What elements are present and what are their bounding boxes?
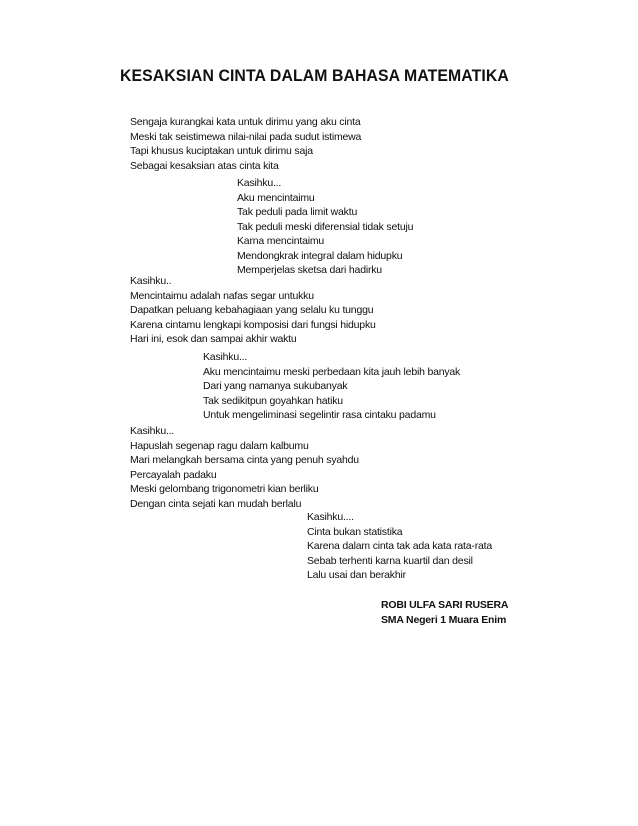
stanza-1 bbox=[130, 115, 361, 173]
poem-line: Kasihku... bbox=[130, 425, 175, 437]
poem-line: Tak peduli pada limit waktu bbox=[237, 206, 358, 218]
stanza-2 bbox=[237, 176, 413, 278]
poem-line: Memperjelas sketsa dari hadirku bbox=[237, 264, 382, 276]
author-school: SMA Negeri 1 Muara Enim bbox=[381, 614, 507, 626]
poem-line: Dengan cinta sejati kan mudah berlalu bbox=[130, 497, 302, 510]
poem-line: Tak peduli meski diferensial tidak setuju bbox=[237, 220, 414, 233]
poem-line: Kasihku.... bbox=[307, 511, 354, 523]
author-name: ROBI ULFA SARI RUSERA bbox=[381, 599, 509, 611]
poem-line: Tapi khusus kuciptakan untuk dirimu saja bbox=[130, 145, 313, 157]
stanza-5 bbox=[130, 424, 359, 511]
poem-line: Karena cintamu lengkapi komposisi dari fungsi hidupku bbox=[130, 318, 376, 331]
poem-line: Hapuslah segenap ragu dalam kalbumu bbox=[130, 439, 309, 452]
poem-line: Meski tak seistimewa nilai-nilai pada sudut istimewa bbox=[130, 130, 362, 143]
poem-line: Karena dalam cinta tak ada kata rata-rata bbox=[307, 540, 492, 552]
stanza-4 bbox=[203, 350, 460, 423]
poem-line: Aku mencintaimu bbox=[237, 191, 315, 204]
poem-line: Karna mencintaimu bbox=[237, 235, 325, 247]
poem-line: Tak sedikitpun goyahkan hatiku bbox=[203, 394, 343, 407]
poem-line: Dapatkan peluang kebahagiaan yang selalu ku tunggu bbox=[130, 304, 374, 316]
poem-line: Lalu usai dan berakhir bbox=[307, 569, 406, 581]
document-title: KESAKSIAN CINTA DALAM BAHASA MATEMATIKA bbox=[120, 66, 509, 85]
poem-line: Sengaja kurangkai kata untuk dirimu yang aku cinta bbox=[130, 116, 361, 128]
author-block bbox=[381, 598, 508, 628]
stanza-3 bbox=[130, 274, 376, 347]
poem-line: Sebab terhenti karna kuartil dan desil bbox=[307, 554, 473, 567]
poem-line: Untuk mengeliminasi segelintir rasa cintaku padamu bbox=[203, 409, 436, 421]
poem-line: Hari ini, esok dan sampai akhir waktu bbox=[130, 333, 297, 345]
poem-line: Kasihku... bbox=[237, 177, 282, 189]
poem-line: Meski gelombang trigonometri kian berliku bbox=[130, 483, 319, 495]
stanza-6 bbox=[307, 510, 492, 583]
poem-line: Dari yang namanya sukubanyak bbox=[203, 380, 348, 392]
poem-line: Kasihku... bbox=[203, 351, 248, 363]
poem-line: Percayalah padaku bbox=[130, 468, 217, 481]
poem-line: Mendongkrak integral dalam hidupku bbox=[237, 249, 403, 262]
poem-line: Mencintaimu adalah nafas segar untukku bbox=[130, 289, 314, 302]
poem-line: Kasihku.. bbox=[130, 275, 172, 287]
poem-line: Sebagai kesaksian atas cinta kita bbox=[130, 159, 279, 172]
poem-line: Mari melangkah bersama cinta yang penuh syahdu bbox=[130, 454, 359, 466]
poem-line: Cinta bukan statistika bbox=[307, 525, 403, 538]
poem-line: Aku mencintaimu meski perbedaan kita jauh lebih banyak bbox=[203, 365, 461, 378]
